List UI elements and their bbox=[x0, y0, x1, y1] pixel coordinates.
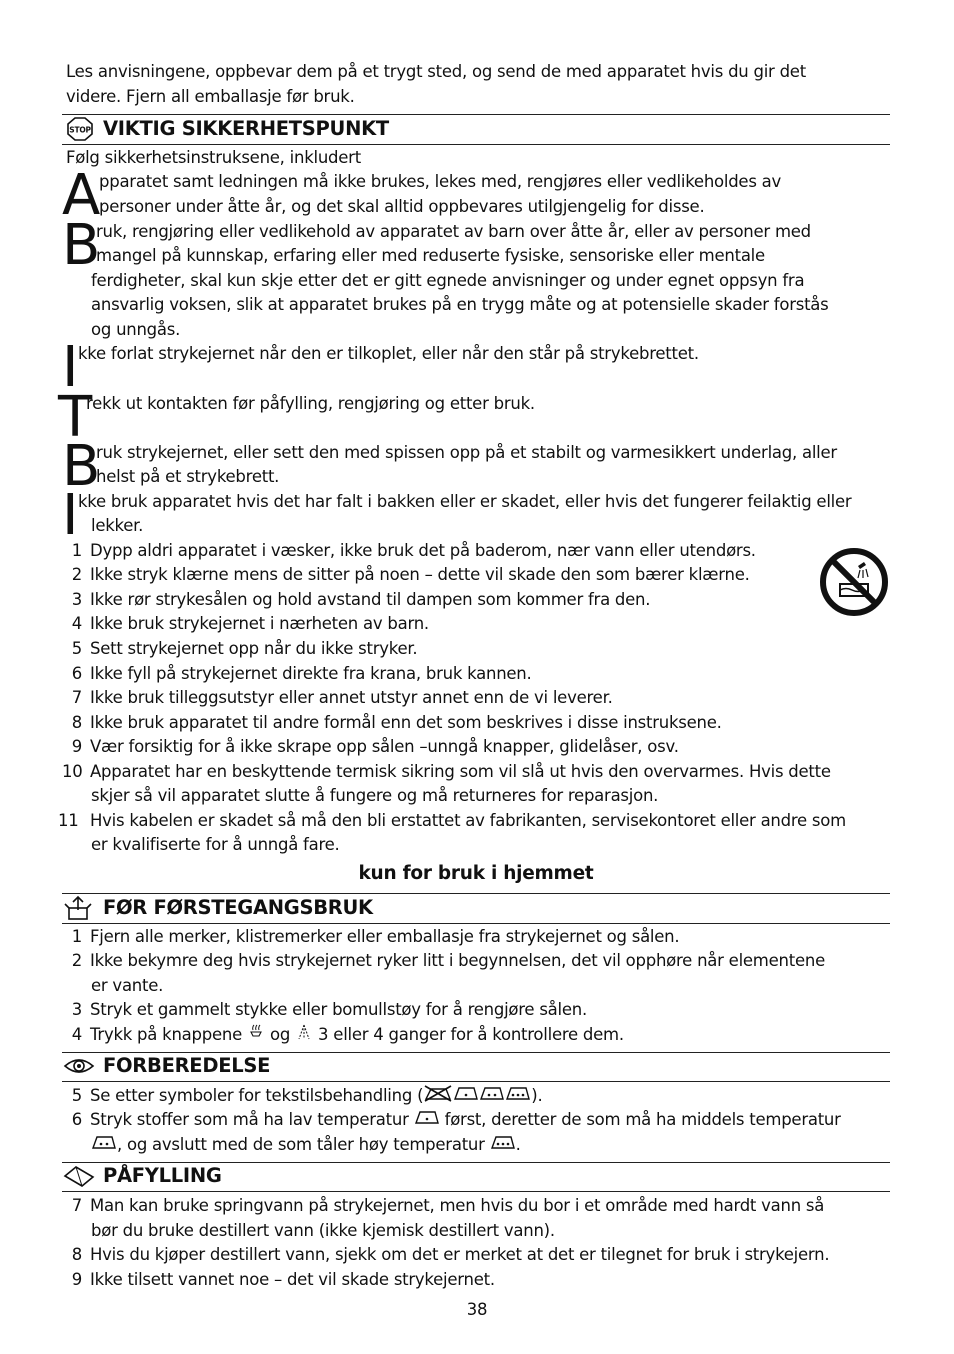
safety-paragraph-line: ferdigheter, skal kun skje etter det er gitt egnede anvisninger og under egnet oppsyn fra bbox=[91, 271, 805, 290]
list-item-number: 10 bbox=[62, 762, 83, 781]
divider bbox=[62, 1052, 890, 1053]
section-title-first-use: FØR FØRSTEGANGSBRUK bbox=[103, 896, 373, 919]
list-item: Stryk et gammelt stykke eller bomullstøy for å rengjøre sålen. bbox=[90, 1000, 587, 1019]
list-item: Ikke bekymre deg hvis strykejernet ryker litt i begynnelsen, det vil opphøre når elementene bbox=[90, 951, 825, 970]
list-item: Ikke tilsett vannet noe – det vil skade strykejernet. bbox=[90, 1270, 495, 1289]
list-item: er vante. bbox=[91, 976, 164, 995]
divider bbox=[62, 144, 890, 145]
intro-text-line-1: Les anvisningene, oppbevar dem på et trygt sted, og send de med apparatet hvis du gir det bbox=[66, 62, 806, 81]
drop-cap: I bbox=[62, 483, 79, 548]
iron-three-dots-icon bbox=[490, 1133, 516, 1158]
list-item-number: 1 bbox=[71, 927, 82, 946]
drop-cap: A bbox=[62, 163, 101, 228]
safety-paragraph-line: kke bruk apparatet hvis det har falt i bakken eller er skadet, eller hvis det fungerer feilaktig eller bbox=[78, 492, 852, 511]
safety-paragraph-line: lekker. bbox=[91, 516, 144, 535]
list-item-text: 3 eller 4 ganger for å kontrollere dem. bbox=[318, 1025, 624, 1044]
list-item bbox=[91, 1133, 521, 1158]
safety-paragraph-line: helst på et strykebrett. bbox=[96, 467, 280, 486]
list-item-number: 5 bbox=[71, 1086, 82, 1105]
list-item: Ikke bruk apparatet til andre formål enn det som beskrives i disse instruksene. bbox=[90, 713, 722, 732]
divider bbox=[62, 893, 890, 894]
list-item: Vær forsiktig for å ikke skrape opp sålen –unngå knapper, glidelåser, osv. bbox=[90, 737, 679, 756]
spray-icon bbox=[295, 1023, 313, 1048]
steam-shot-icon bbox=[247, 1023, 265, 1048]
list-item: Dypp aldri apparatet i væsker, ikke bruk det på baderom, nær vann eller utendørs. bbox=[90, 541, 756, 560]
list-item: Hvis du kjøper destillert vann, sjekk om det er merket at det er tilegnet for bruk i strykejern. bbox=[90, 1245, 830, 1264]
iron-three-dots-icon bbox=[505, 1084, 531, 1109]
iron-one-dot-icon bbox=[453, 1084, 479, 1109]
list-item-text: Stryk stoffer som må ha lav temperatur bbox=[90, 1110, 409, 1129]
safety-paragraph-line: rekk ut kontakten før påfylling, rengjøring og etter bruk. bbox=[86, 394, 535, 413]
list-item: er kvalifiserte for å unngå fare. bbox=[91, 835, 340, 854]
safety-paragraph-line: mangel på kunnskap, erfaring eller med reduserte fysiske, sensoriske eller mentale bbox=[96, 246, 765, 265]
divider bbox=[62, 1191, 890, 1192]
list-item: Man kan bruke springvann på strykejernet, men hvis du bor i et område med hardt vann så bbox=[90, 1196, 825, 1215]
list-item-number: 6 bbox=[71, 664, 82, 683]
no-bathroom-water-icon bbox=[818, 546, 890, 618]
no-iron-icon bbox=[423, 1084, 453, 1109]
list-item-number: 2 bbox=[71, 565, 82, 584]
page-number: 38 bbox=[466, 1300, 488, 1319]
eye-icon bbox=[63, 1055, 95, 1077]
home-use-notice: kun for bruk i hjemmet bbox=[358, 863, 594, 884]
safety-paragraph-line: pparatet samt ledningen må ikke brukes, lekes med, rengjøres eller vedlikeholdes av bbox=[99, 172, 782, 191]
divider bbox=[62, 1162, 890, 1163]
safety-paragraph-line: ruk strykejernet, eller sett den med spissen opp på et stabilt og varmesikkert underlag, aller bbox=[96, 443, 837, 462]
safety-paragraph-line: og unngås. bbox=[91, 320, 181, 339]
list-item-text: . bbox=[515, 1135, 521, 1154]
iron-two-dots-icon bbox=[91, 1133, 117, 1158]
iron-two-dots-icon bbox=[479, 1084, 505, 1109]
divider bbox=[62, 1081, 890, 1082]
list-item: Ikke bruk tilleggsutstyr eller annet utstyr annet enn de vi leverer. bbox=[90, 688, 613, 707]
divider bbox=[62, 923, 890, 924]
intro-text-line-2: videre. Fjern all emballasje før bruk. bbox=[66, 87, 355, 106]
list-item-number: 9 bbox=[71, 737, 82, 756]
list-item: Ikke fyll på strykejernet direkte fra krana, bruk kannen. bbox=[90, 664, 532, 683]
drop-cap: B bbox=[62, 213, 101, 278]
list-item-number: 5 bbox=[71, 639, 82, 658]
list-item: Sett strykejernet opp når du ikke stryker. bbox=[90, 639, 418, 658]
section-title-filling: PÅFYLLING bbox=[103, 1164, 222, 1187]
list-item-number: 9 bbox=[71, 1270, 82, 1289]
list-item bbox=[90, 1108, 841, 1133]
safety-paragraph-line: ansvarlig voksen, slik at apparatet brukes på en trygg måte og at potensielle skader forstås bbox=[91, 295, 829, 314]
iron-one-dot-icon bbox=[414, 1108, 440, 1133]
list-item: skjer så vil apparatet slutte å fungere og må returneres for reparasjon. bbox=[91, 786, 659, 805]
list-item bbox=[90, 1084, 542, 1109]
list-item-number: 4 bbox=[71, 614, 82, 633]
drop-cap: T bbox=[58, 385, 92, 450]
drop-cap: B bbox=[62, 434, 101, 499]
list-item-text: og bbox=[269, 1025, 291, 1044]
divider bbox=[62, 114, 890, 115]
safety-paragraph-line: ruk, rengjøring eller vedlikehold av apparatet av barn over åtte år, eller av personer med bbox=[96, 222, 811, 241]
list-item-number: 3 bbox=[71, 1000, 82, 1019]
list-item-text: ). bbox=[531, 1086, 543, 1105]
safety-paragraph-line: kke forlat strykejernet når den er tilkoplet, eller når den står på strykebrettet. bbox=[78, 344, 699, 363]
list-item-text: Se etter symboler for tekstilsbehandling ( bbox=[90, 1086, 424, 1105]
list-item-number: 3 bbox=[71, 590, 82, 609]
list-item-number: 8 bbox=[71, 713, 82, 732]
list-item-number: 11 bbox=[58, 811, 79, 830]
safety-subtitle: Følg sikkerhetsinstruksene, inkludert bbox=[66, 148, 361, 167]
water-fill-icon bbox=[62, 1164, 96, 1188]
list-item: Hvis kabelen er skadet så må den bli erstattet av fabrikanten, servisekontoret eller andre som bbox=[90, 811, 846, 830]
list-item-text: først, deretter de som må ha middels temperatur bbox=[444, 1110, 841, 1129]
list-item: bør du bruke destillert vann (ikke kjemisk destillert vann). bbox=[91, 1221, 555, 1240]
section-title-safety: VIKTIG SIKKERHETSPUNKT bbox=[103, 117, 389, 140]
list-item: Ikke rør strykesålen og hold avstand til dampen som kommer fra den. bbox=[90, 590, 651, 609]
list-item: Ikke bruk strykejernet i nærheten av barn. bbox=[90, 614, 429, 633]
list-item-text: Trykk på knappene bbox=[90, 1025, 242, 1044]
list-item bbox=[90, 1023, 624, 1048]
list-item-number: 7 bbox=[71, 1196, 82, 1215]
list-item: Apparatet har en beskyttende termisk sikring som vil slå ut hvis den overvarmes. Hvis dette bbox=[90, 762, 831, 781]
list-item: Ikke stryk klærne mens de sitter på noen – dette vil skade den som bærer klærne. bbox=[90, 565, 750, 584]
list-item-number: 6 bbox=[71, 1110, 82, 1129]
list-item-number: 7 bbox=[71, 688, 82, 707]
drop-cap: I bbox=[62, 335, 79, 400]
section-title-preparation: FORBEREDELSE bbox=[103, 1054, 271, 1077]
list-item: Fjern alle merker, klistremerker eller emballasje fra strykejernet og sålen. bbox=[90, 927, 680, 946]
list-item-text: , og avslutt med de som tåler høy temperatur bbox=[117, 1135, 485, 1154]
stop-sign-icon bbox=[66, 117, 94, 141]
safety-paragraph-line: personer under åtte år, og det skal alltid oppbevares utilgjengelig for disse. bbox=[99, 197, 705, 216]
list-item-number: 2 bbox=[71, 951, 82, 970]
list-item-number: 4 bbox=[71, 1025, 82, 1044]
list-item-number: 1 bbox=[71, 541, 82, 560]
list-item-number: 8 bbox=[71, 1245, 82, 1264]
svg-text:STOP: STOP bbox=[69, 125, 91, 135]
unpack-box-icon bbox=[63, 894, 93, 922]
